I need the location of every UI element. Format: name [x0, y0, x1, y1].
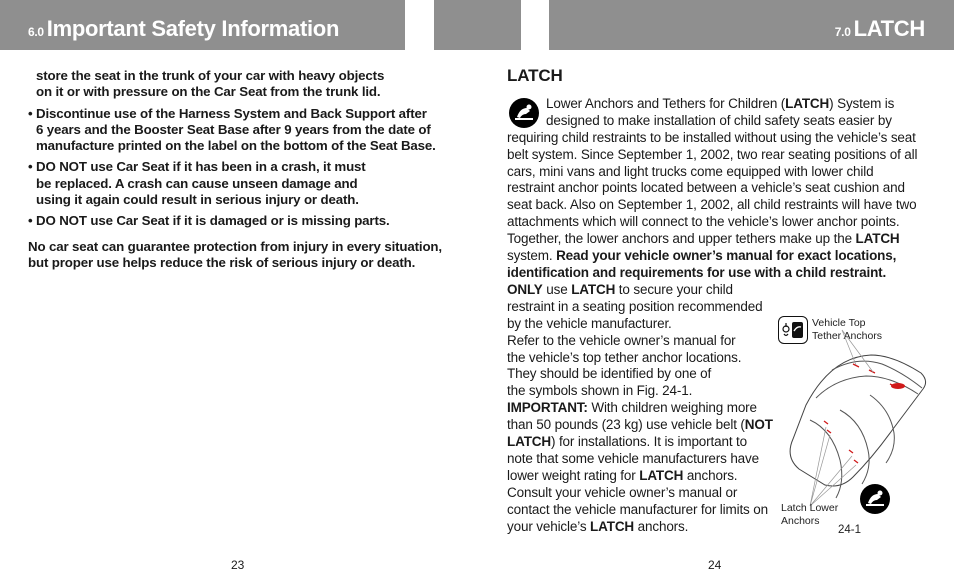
center-header-block: [434, 0, 521, 50]
only-latch-paragraph: ONLY use LATCH to secure your child restraint in a seating position recommended by the vehicle manufacturer.: [507, 281, 763, 331]
page-number-left: 23: [231, 558, 245, 572]
closing-note: No car seat can guarantee protection from injury in every situation, but proper use helps reduce the risk of serious injury or death.: [28, 238, 442, 270]
lower-anchor-label: Latch Lower Anchors: [781, 502, 839, 527]
right-section-title: 7.0 LATCH: [834, 16, 925, 41]
warning-bullet: • DO NOT use Car Seat if it has been in a crash, it must be replaced. A crash can cause unseen damage and using it again could result in serious injury or death.: [28, 159, 458, 208]
tether-label: Vehicle Top Tether Anchors: [812, 317, 883, 342]
left-header-bar: [0, 0, 405, 50]
figure-caption: 24-1: [838, 524, 862, 536]
warning-bullet: • Discontinue use of the Harness System and Back Support after 6 years and the Booster Seat Base after 9 years from the date of manufacture printed on the label on the bottom of the Seat Base.: [28, 106, 458, 155]
latch-figure: [770, 310, 950, 545]
right-header-bar: [549, 0, 954, 50]
latch-heading: LATCH: [507, 66, 563, 85]
latch-logo-icon: [860, 484, 890, 514]
important-paragraph: IMPORTANT: With children weighing more than 50 pounds (23 kg) use vehicle belt (NOT LATCH) for installations. It is important to note that some vehicle manufacturers have lower weight rating for LATCH anchors. Consult your vehicle owner’s manual or contact the vehicle manufacturer for limits on your vehicle’s LATCH anchors.: [507, 400, 773, 534]
latch-intro-paragraph: Lower Anchors and Tethers for Children (LATCH) System is designed to make installation of child safety seats easier by requiring child restraints to be installed without using the vehicle’s seat belt system. Since September 1, 2002, two rear seating positions of all cars, mini vans and light trucks come equipped with lower child restraint anchor points located between a vehicle’s seat cushion and seat back. Also on September 1, 2002, all child restraints will have two attachments which will connect to the vehicle’s lower anchor points. Together, the lower anchors and upper tethers make up the LATCH system. Read your vehicle owner’s manual for exact locations, identification and requirements for use with a child restraint.: [507, 95, 918, 280]
page-number-right: 24: [708, 558, 722, 572]
left-section-title: 6.0 Important Safety Information: [28, 16, 340, 41]
left-page-body: [28, 68, 458, 271]
tether-reference-paragraph: Refer to the vehicle owner’s manual for the vehicle’s top tether anchor locations. They should be identified by one of the symbols shown in Fig. 24-1.: [507, 332, 742, 399]
warning-bullet: • DO NOT use Car Seat if it is damaged or is missing parts.: [28, 213, 458, 229]
latch-logo-icon: [509, 98, 539, 128]
intro-text: store the seat in the trunk of your car with heavy objects on it or with pressure on the Car Seat from the trunk lid.: [36, 68, 385, 100]
